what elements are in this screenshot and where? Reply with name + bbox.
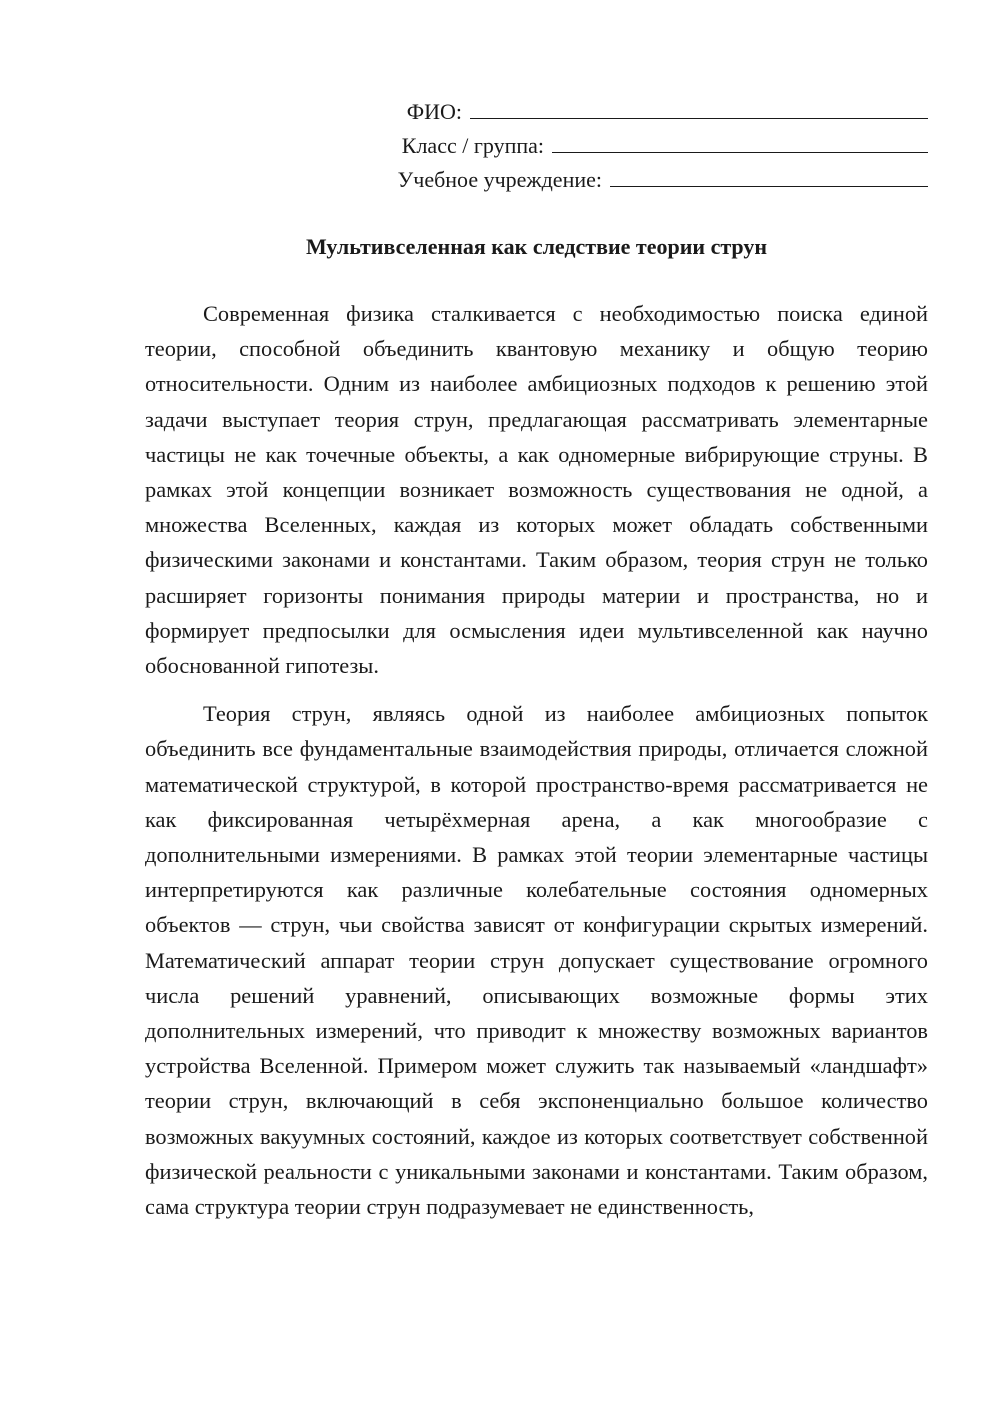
fio-blank-line bbox=[470, 96, 928, 119]
class-row bbox=[368, 129, 928, 163]
fio-label: ФИО: bbox=[406, 99, 462, 124]
document-title: Мультивселенная как следствие теории струн bbox=[305, 234, 768, 259]
student-info-block bbox=[368, 95, 928, 197]
school-blank-line bbox=[610, 164, 928, 187]
fio-row bbox=[368, 95, 928, 129]
class-label: Класс / группа: bbox=[401, 133, 544, 158]
paragraph-1: Современная физика сталкивается с необходимостью поиска единой теории, способной объединить квантовую механику и общую теорию относительности. Одним из наиболее амбициозных подходов к решению этой задачи выступает теория струн, предлагающая рассматривать элементарные частицы не как точечные объекты, а как одномерные вибрирующие струны. В рамках этой концепции возникает возможность существования не одной, а множества Вселенных, каждая из которых может обладать собственными физическими законами и константами. Таким образом, теория струн не только расширяет горизонты понимания природы материи и пространства, но и формирует предпосылки для осмысления идеи мультивселенной как научно обоснованной гипотезы. bbox=[145, 301, 928, 679]
class-blank-line bbox=[552, 130, 928, 153]
paragraph-2: Теория струн, являясь одной из наиболее амбициозных попыток объединить все фундаментальные взаимодействия природы, отличается сложной математической структурой, в которой пространство-время рассматривается не как фиксированная четырёхмерная арена, а как многообразие с дополнительными измерениями. В рамках этой теории элементарные частицы интерпретируются как различные колебательные состояния одномерных объектов — струн, чьи свойства зависят от конфигурации скрытых измерений. Математический аппарат теории струн допускает существование огромного числа решений уравнений, описывающих возможные формы этих дополнительных измерений, что приводит к множеству возможных вариантов устройства Вселенной. Примером может служить так называемый «ландшафт» теории струн, включающий в себя экспоненциально большое количество возможных вакуумных состояний, каждое из которых соответствует собственной физической реальности с уникальными законами и константами. Таким образом, сама структура теории струн подразумевает не единственность, bbox=[145, 701, 928, 1220]
document-body bbox=[145, 296, 928, 1224]
school-label: Учебное учреждение: bbox=[397, 167, 602, 192]
school-row bbox=[368, 163, 928, 197]
